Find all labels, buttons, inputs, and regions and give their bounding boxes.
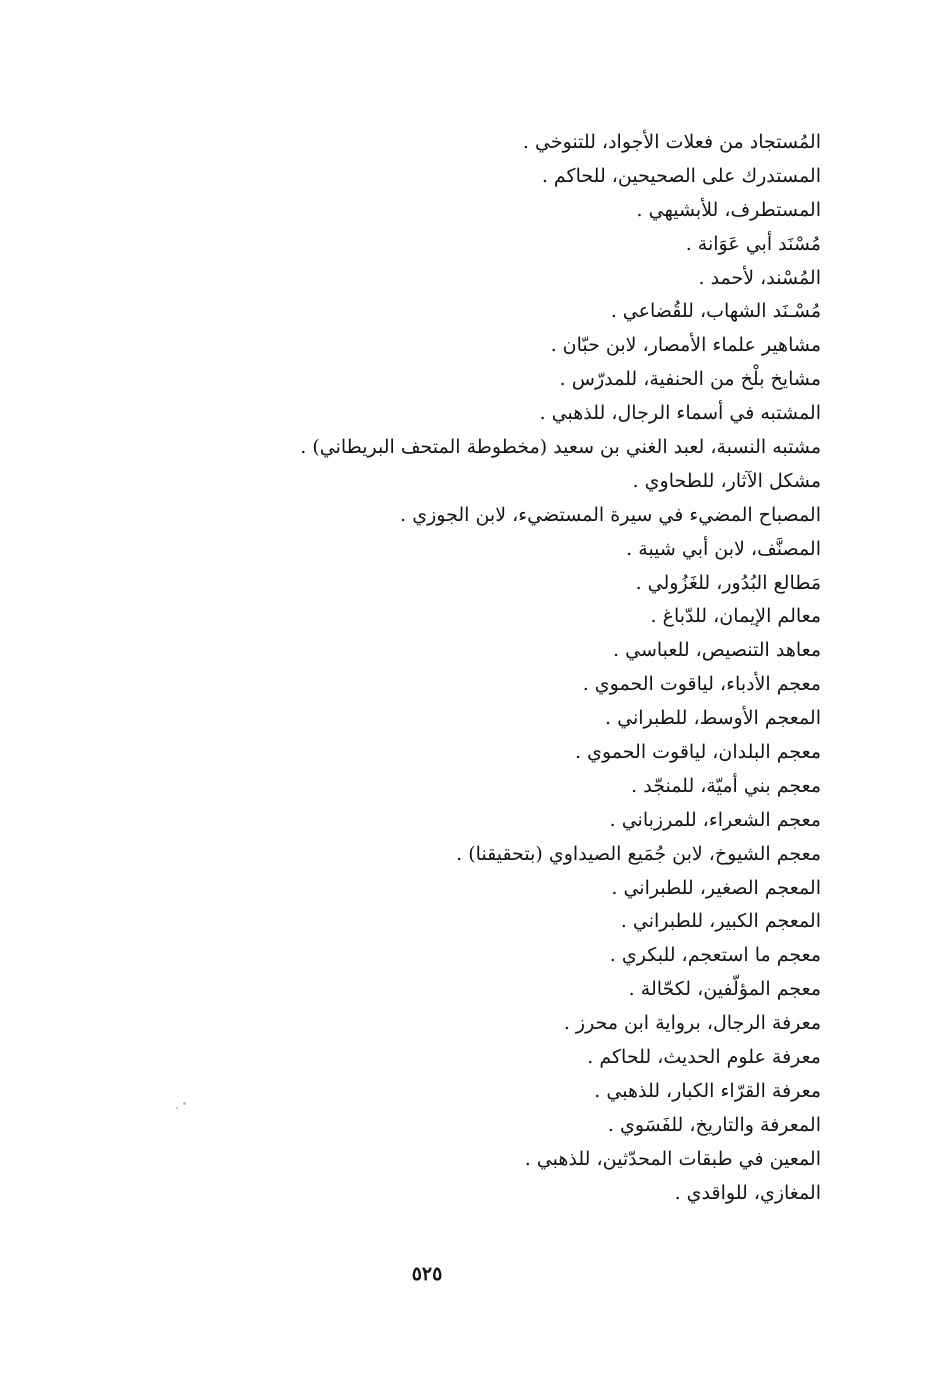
bibliography-entry: مُسْنَد أبي عَوَانة . <box>685 232 821 255</box>
bibliography-entry: معرفة علوم الحديث، للحاكم . <box>587 1046 821 1069</box>
bibliography-entry: المعين في طبقات المحدّثين، للذهبي . <box>524 1147 821 1170</box>
bibliography-entry: المستطرف، للأبشيهي . <box>636 198 821 221</box>
page-number: ٥٢٥ <box>411 1263 443 1285</box>
bibliography-entry: معجم البلدان، لياقوت الحموي . <box>575 741 821 764</box>
paper-speck <box>183 1102 186 1105</box>
bibliography-entry: المصنَّف، لابن أبي شيبة . <box>626 537 821 560</box>
bibliography-entry: معجم الأدباء، لياقوت الحموي . <box>582 673 821 696</box>
bibliography-entry: المغازي، للواقدي . <box>674 1181 821 1204</box>
bibliography-entry: المشتبه في أسماء الرجال، للذهبي . <box>539 402 821 425</box>
bibliography-entry: مَطالع البُدُور، للغَزُولي . <box>635 571 821 594</box>
bibliography-entry: مشايخ بلْخ من الحنفية، للمدرّس . <box>559 368 821 391</box>
bibliography-entry: معجم المؤلّفين، لكحّالة . <box>628 978 821 1001</box>
bibliography-entry: المعرفة والتاريخ، للفَسَوي . <box>607 1113 821 1136</box>
bibliography-entry: معاهد التنصيص، للعباسي . <box>613 639 821 662</box>
bibliography-entry: المُسْند، لأحمد . <box>698 266 821 289</box>
bibliography-entry: مشاهير علماء الأمصار، لابن حبّان . <box>550 334 821 357</box>
bibliography-entry: المعجم الأوسط، للطبراني . <box>605 707 821 730</box>
bibliography-entry: المعجم الصغير، للطبراني . <box>611 876 821 899</box>
bibliography-entry: المُستجاد من فعلات الأجواد، للتنوخي . <box>522 131 821 153</box>
bibliography-entry: معرفة الرجال، برواية ابن محرز . <box>563 1012 821 1035</box>
bibliography-list <box>121 126 821 1211</box>
bibliography-entry: معرفة القرّاء الكبار، للذهبي . <box>594 1079 821 1102</box>
bibliography-entry: معجم ما استعجم، للبكري . <box>609 944 821 967</box>
bibliography-entry: المعجم الكبير، للطبراني . <box>620 910 821 933</box>
bibliography-entry: مُسْـنَد الشهاب، للقُضاعي . <box>610 300 821 323</box>
bibliography-entry: معجم بني أميّة، للمنجّد . <box>631 774 821 797</box>
bibliography-entry: معجم الشعراء، للمرزباني . <box>609 808 821 831</box>
bibliography-entry: معجم الشيوخ، لابن جُمَيع الصيداوي (بتحقيقنا) . <box>456 842 821 865</box>
bibliography-entry: المستدرك على الصحيحين، للحاكم . <box>541 164 821 187</box>
bibliography-entry: معالم الإيمان، للدّباغ . <box>650 605 821 628</box>
bibliography-entry: المصباح المضيء في سيرة المستضيء، لابن الجوزي . <box>400 503 821 526</box>
bibliography-entry: مشكل الآثار، للطحاوي . <box>632 469 821 492</box>
bibliography-entry: مشتبه النسبة، لعبد الغني بن سعيد (مخطوطة المتحف البريطاني) . <box>300 436 821 459</box>
paper-speck <box>176 1107 178 1109</box>
